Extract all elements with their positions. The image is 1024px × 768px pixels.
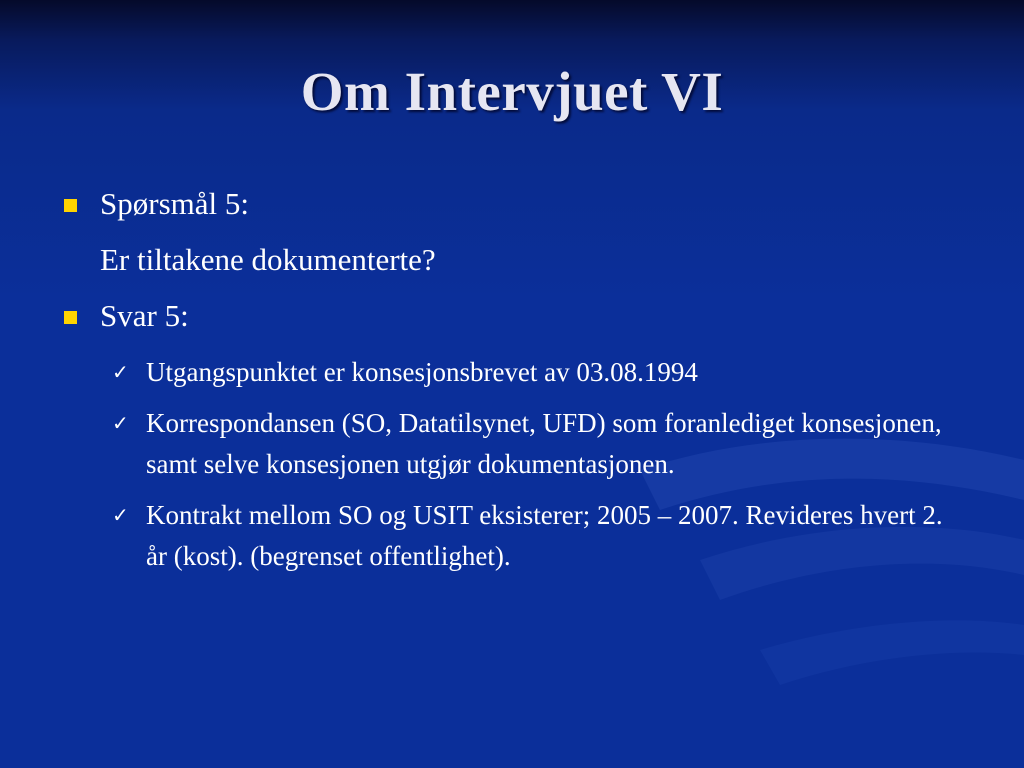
bullet-text: Svar 5: — [100, 298, 189, 333]
sub-bullet-item — [62, 403, 962, 485]
sub-bullet-text: Utgangspunktet er konsesjonsbrevet av 03.08.1994 — [146, 357, 698, 387]
bullet-item-question — [62, 184, 962, 280]
slide-title: Om Intervjuet VI — [300, 61, 724, 122]
slide-body — [62, 184, 962, 587]
sub-bullet-item — [62, 352, 962, 393]
square-bullet-icon — [64, 311, 77, 324]
bullet-item-answer — [62, 296, 962, 336]
checkmark-icon: ✓ — [112, 411, 129, 435]
checkmark-icon: ✓ — [112, 503, 129, 527]
sub-bullet-item — [62, 495, 962, 577]
checkmark-icon: ✓ — [112, 360, 129, 384]
bullet-continuation: Er tiltakene dokumenterte? — [100, 242, 436, 277]
square-bullet-icon — [64, 199, 77, 212]
sub-bullet-text: Korrespondansen (SO, Datatilsynet, UFD) som foranlediget konsesjonen, samt selve konsesjonen utgjør dokumentasjonen. — [146, 408, 942, 479]
bullet-text: Spørsmål 5: — [100, 186, 249, 221]
sub-bullet-text: Kontrakt mellom SO og USIT eksisterer; 2005 – 2007. Revideres hvert 2. år (kost). (begrenset offentlighet). — [146, 500, 943, 571]
